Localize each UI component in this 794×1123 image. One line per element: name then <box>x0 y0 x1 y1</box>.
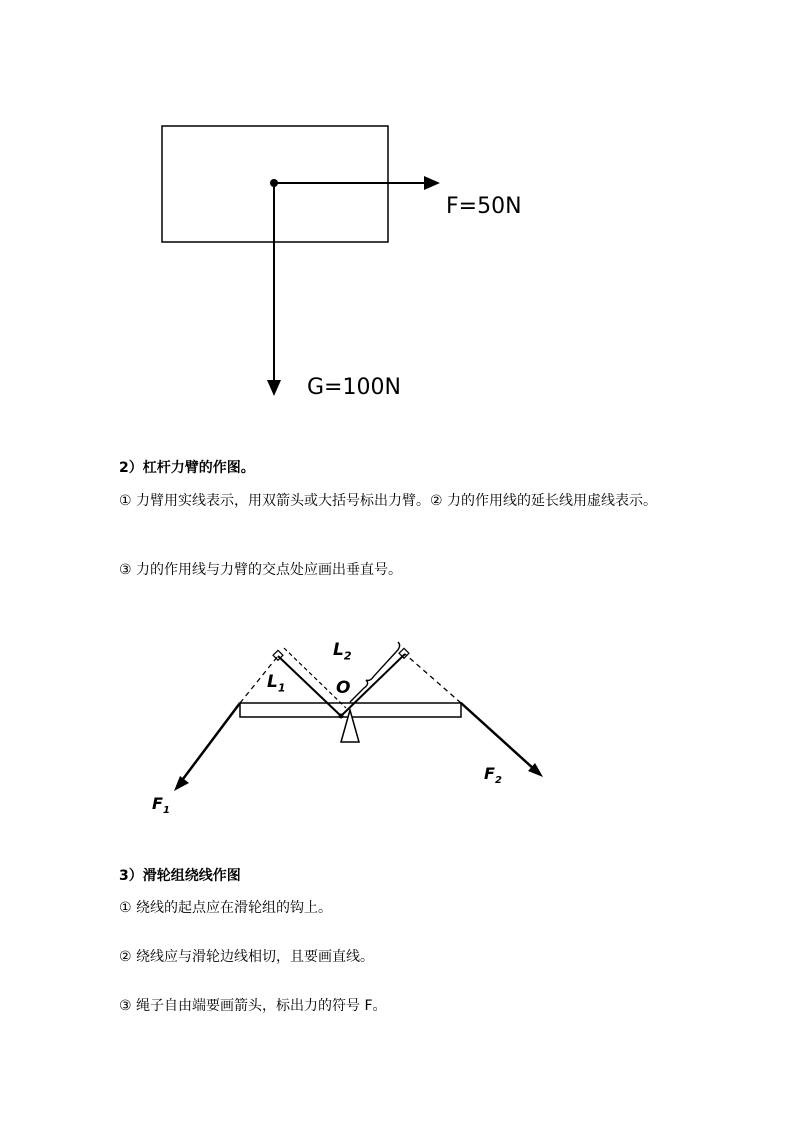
l1-label <box>267 672 286 698</box>
gravity-label: G=100N <box>307 375 401 400</box>
f1-arrow-line <box>180 703 240 783</box>
l1-letter: L <box>267 672 278 692</box>
section3-item-2: ② 绕线应与滑轮边线相切，且要画直线。 <box>119 949 374 965</box>
section2-paragraph-1: ① 力臂用实线表示，用双箭头或大括号标出力臂。② 力的作用线的延长线用虚线表示。 <box>119 493 657 509</box>
section3-heading: 3）滑轮组绕线作图 <box>119 868 241 884</box>
section3-item-1: ① 绕线的起点应在滑轮组的钩上。 <box>119 900 333 916</box>
l2-label <box>333 640 352 666</box>
l2-subscript: 2 <box>343 649 352 663</box>
gravity-arrowhead <box>267 380 281 396</box>
section2-paragraph-2: ③ 力的作用线与力臂的交点处应画出垂直号。 <box>119 562 402 578</box>
section3-item-3: ③ 绳子自由端要画箭头，标出力的符号 F。 <box>119 998 387 1014</box>
lever-diagram <box>0 620 794 860</box>
f2-label <box>484 764 502 791</box>
force-arrowhead <box>424 176 440 190</box>
f1-label <box>152 794 170 821</box>
f1-letter: F <box>152 794 163 813</box>
l1-subscript: 1 <box>277 681 286 695</box>
f2-arrow-line <box>461 703 535 770</box>
f2-letter: F <box>484 764 495 783</box>
l2-right-angle <box>399 648 409 658</box>
f1-subscript: 1 <box>162 805 170 817</box>
f1-arrowhead <box>174 776 189 791</box>
force-label: F=50N <box>446 194 522 219</box>
pivot-label: O <box>336 678 351 698</box>
l2-brace <box>350 642 400 702</box>
f2-extension-dashed <box>405 654 461 703</box>
section2-heading: 2）杠杆力臂的作图。 <box>119 460 255 476</box>
f2-subscript: 2 <box>494 775 502 787</box>
l2-letter: L <box>333 640 344 660</box>
